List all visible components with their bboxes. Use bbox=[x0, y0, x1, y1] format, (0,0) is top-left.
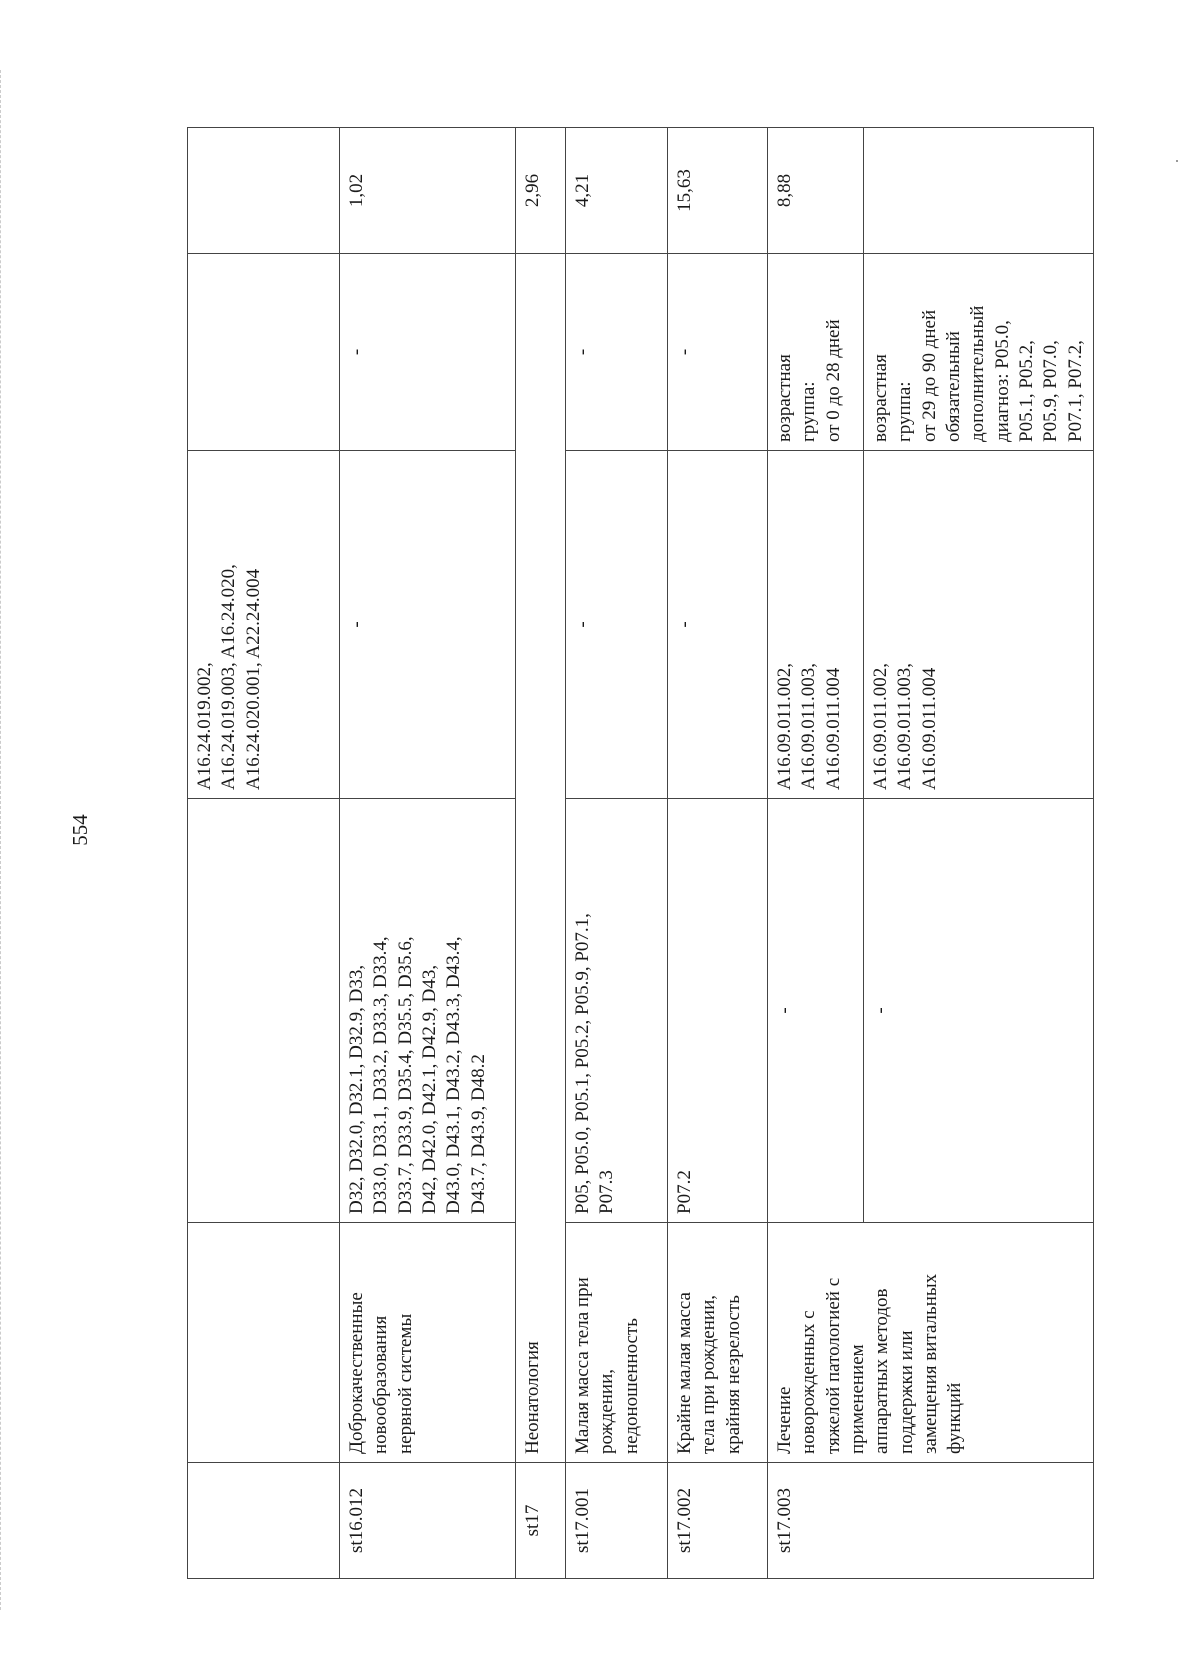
criteria-line: возрастная bbox=[870, 354, 891, 442]
service-line: A16.09.011.004 bbox=[918, 667, 940, 790]
diagnosis-cell bbox=[188, 799, 340, 1223]
criteria-line: P05.1, P05.2, bbox=[1015, 340, 1037, 442]
coefficient-cell: 15,63 bbox=[668, 128, 768, 254]
name-cell bbox=[668, 1223, 768, 1463]
criteria-line: диагноз: P05.0, bbox=[991, 320, 1013, 442]
other-criteria-cell bbox=[864, 254, 1094, 451]
diagnosis-line: D32, D32.0, D32.1, D32.9, D33, bbox=[346, 964, 367, 1214]
coefficient-cell: 8,88 bbox=[768, 128, 864, 254]
criteria-line: P05.9, P07.0, bbox=[1040, 340, 1062, 442]
other-criteria-cell bbox=[188, 254, 340, 451]
diagnosis-line: P05, P05.0, P05.1, P05.2, P05.9, P07.1, bbox=[572, 913, 593, 1214]
diagnosis-line: D42, D42.0, D42.1, D42.9, D43, bbox=[418, 964, 440, 1214]
table-row bbox=[188, 128, 340, 1579]
coefficient-cell: 1,02 bbox=[340, 128, 516, 254]
other-criteria-cell bbox=[768, 254, 864, 451]
section-title-cell: Неонатология bbox=[516, 254, 566, 1463]
name-line: функций bbox=[944, 1382, 966, 1454]
code-cell: st17.003 bbox=[768, 1463, 1094, 1579]
page-number: 554 bbox=[68, 814, 92, 846]
service-cell: - bbox=[340, 451, 516, 799]
diagnosis-line: D43.0, D43.1, D43.2, D43.3, D43.4, bbox=[443, 936, 465, 1214]
diagnosis-cell: - bbox=[864, 799, 1094, 1223]
scan-speck bbox=[1176, 160, 1178, 162]
diagnosis-cell bbox=[340, 799, 516, 1223]
other-criteria-cell: - bbox=[668, 254, 768, 451]
name-line: новорожденных с bbox=[798, 1310, 820, 1454]
name-line: тяжелой патологией с bbox=[822, 1277, 844, 1454]
coefficient-cell: 4,21 bbox=[566, 128, 668, 254]
service-line: A16.24.019.002, bbox=[194, 662, 215, 790]
diagnosis-cell: - bbox=[768, 799, 864, 1223]
table-row bbox=[516, 128, 566, 1579]
coefficient-cell bbox=[864, 128, 1094, 254]
tariff-table bbox=[187, 127, 1094, 1579]
name-line: применением bbox=[846, 1344, 868, 1454]
diagnosis-cell: P07.2 bbox=[668, 799, 768, 1223]
name-cell bbox=[768, 1223, 1094, 1463]
name-line: тела при рождении, bbox=[698, 1295, 720, 1454]
name-line: Малая масса тела при bbox=[572, 1277, 593, 1454]
diagnosis-line: P07.3 bbox=[596, 1170, 618, 1214]
table-row bbox=[566, 128, 668, 1579]
criteria-line: обязательный bbox=[942, 331, 964, 442]
criteria-line: дополнительный bbox=[967, 305, 989, 442]
name-line: замещения витальных bbox=[919, 1273, 941, 1454]
service-line: A16.09.011.003, bbox=[798, 662, 820, 790]
code-cell: st17.002 bbox=[668, 1463, 768, 1579]
criteria-line: от 0 до 28 дней bbox=[822, 319, 844, 442]
code-cell: st16.012 bbox=[340, 1463, 516, 1579]
name-cell bbox=[566, 1223, 668, 1463]
diagnosis-line: D33.0, D33.1, D33.2, D33.3, D33.4, bbox=[370, 936, 392, 1214]
name-line: Доброкачественные bbox=[346, 1292, 367, 1454]
service-cell: - bbox=[668, 451, 768, 799]
table-container bbox=[187, 128, 1085, 1579]
criteria-line: группа: bbox=[798, 381, 820, 442]
service-cell: - bbox=[566, 451, 668, 799]
service-cell bbox=[188, 451, 340, 799]
other-criteria-cell: - bbox=[566, 254, 668, 451]
code-cell: st17 bbox=[516, 1463, 566, 1579]
scan-edge-marks bbox=[0, 70, 5, 1610]
name-line: Крайне малая масса bbox=[674, 1292, 695, 1454]
service-line: A16.24.020.001, A22.24.004 bbox=[242, 568, 264, 790]
coefficient-cell: 2,96 bbox=[516, 128, 566, 254]
service-cell bbox=[768, 451, 864, 799]
diagnosis-line: D43.7, D43.9, D48.2 bbox=[467, 1054, 489, 1214]
coefficient-cell bbox=[188, 128, 340, 254]
criteria-line: от 29 до 90 дней bbox=[918, 309, 940, 442]
table-row bbox=[668, 128, 768, 1579]
name-line: новообразования bbox=[370, 1315, 392, 1454]
diagnosis-line: D33.7, D33.9, D35.4, D35.5, D35.6, bbox=[394, 936, 416, 1214]
name-cell bbox=[188, 1223, 340, 1463]
name-line: крайняя незрелость bbox=[722, 1295, 744, 1454]
table-row bbox=[768, 128, 864, 1579]
service-line: A16.09.011.004 bbox=[822, 667, 844, 790]
rotated-table-frame bbox=[187, 128, 1085, 1579]
service-line: A16.09.011.003, bbox=[894, 662, 916, 790]
table-row bbox=[340, 128, 516, 1579]
criteria-line: группа: bbox=[894, 381, 916, 442]
criteria-line: возрастная bbox=[774, 354, 795, 442]
name-line: аппаратных методов bbox=[871, 1288, 893, 1454]
name-cell bbox=[340, 1223, 516, 1463]
other-criteria-cell: - bbox=[340, 254, 516, 451]
service-line: A16.09.011.002, bbox=[774, 662, 795, 790]
name-line: Лечение bbox=[774, 1386, 795, 1454]
code-cell bbox=[188, 1463, 340, 1579]
name-line: поддержки или bbox=[895, 1330, 917, 1454]
name-line: нервной системы bbox=[394, 1313, 416, 1454]
service-cell bbox=[864, 451, 1094, 799]
name-line: рождении, bbox=[596, 1368, 618, 1454]
diagnosis-cell bbox=[566, 799, 668, 1223]
service-line: A16.24.019.003, A16.24.020, bbox=[218, 564, 240, 790]
criteria-line: P07.1, P07.2, bbox=[1064, 340, 1086, 442]
name-line: недоношенность bbox=[620, 1318, 642, 1454]
code-cell: st17.001 bbox=[566, 1463, 668, 1579]
service-line: A16.09.011.002, bbox=[870, 662, 891, 790]
